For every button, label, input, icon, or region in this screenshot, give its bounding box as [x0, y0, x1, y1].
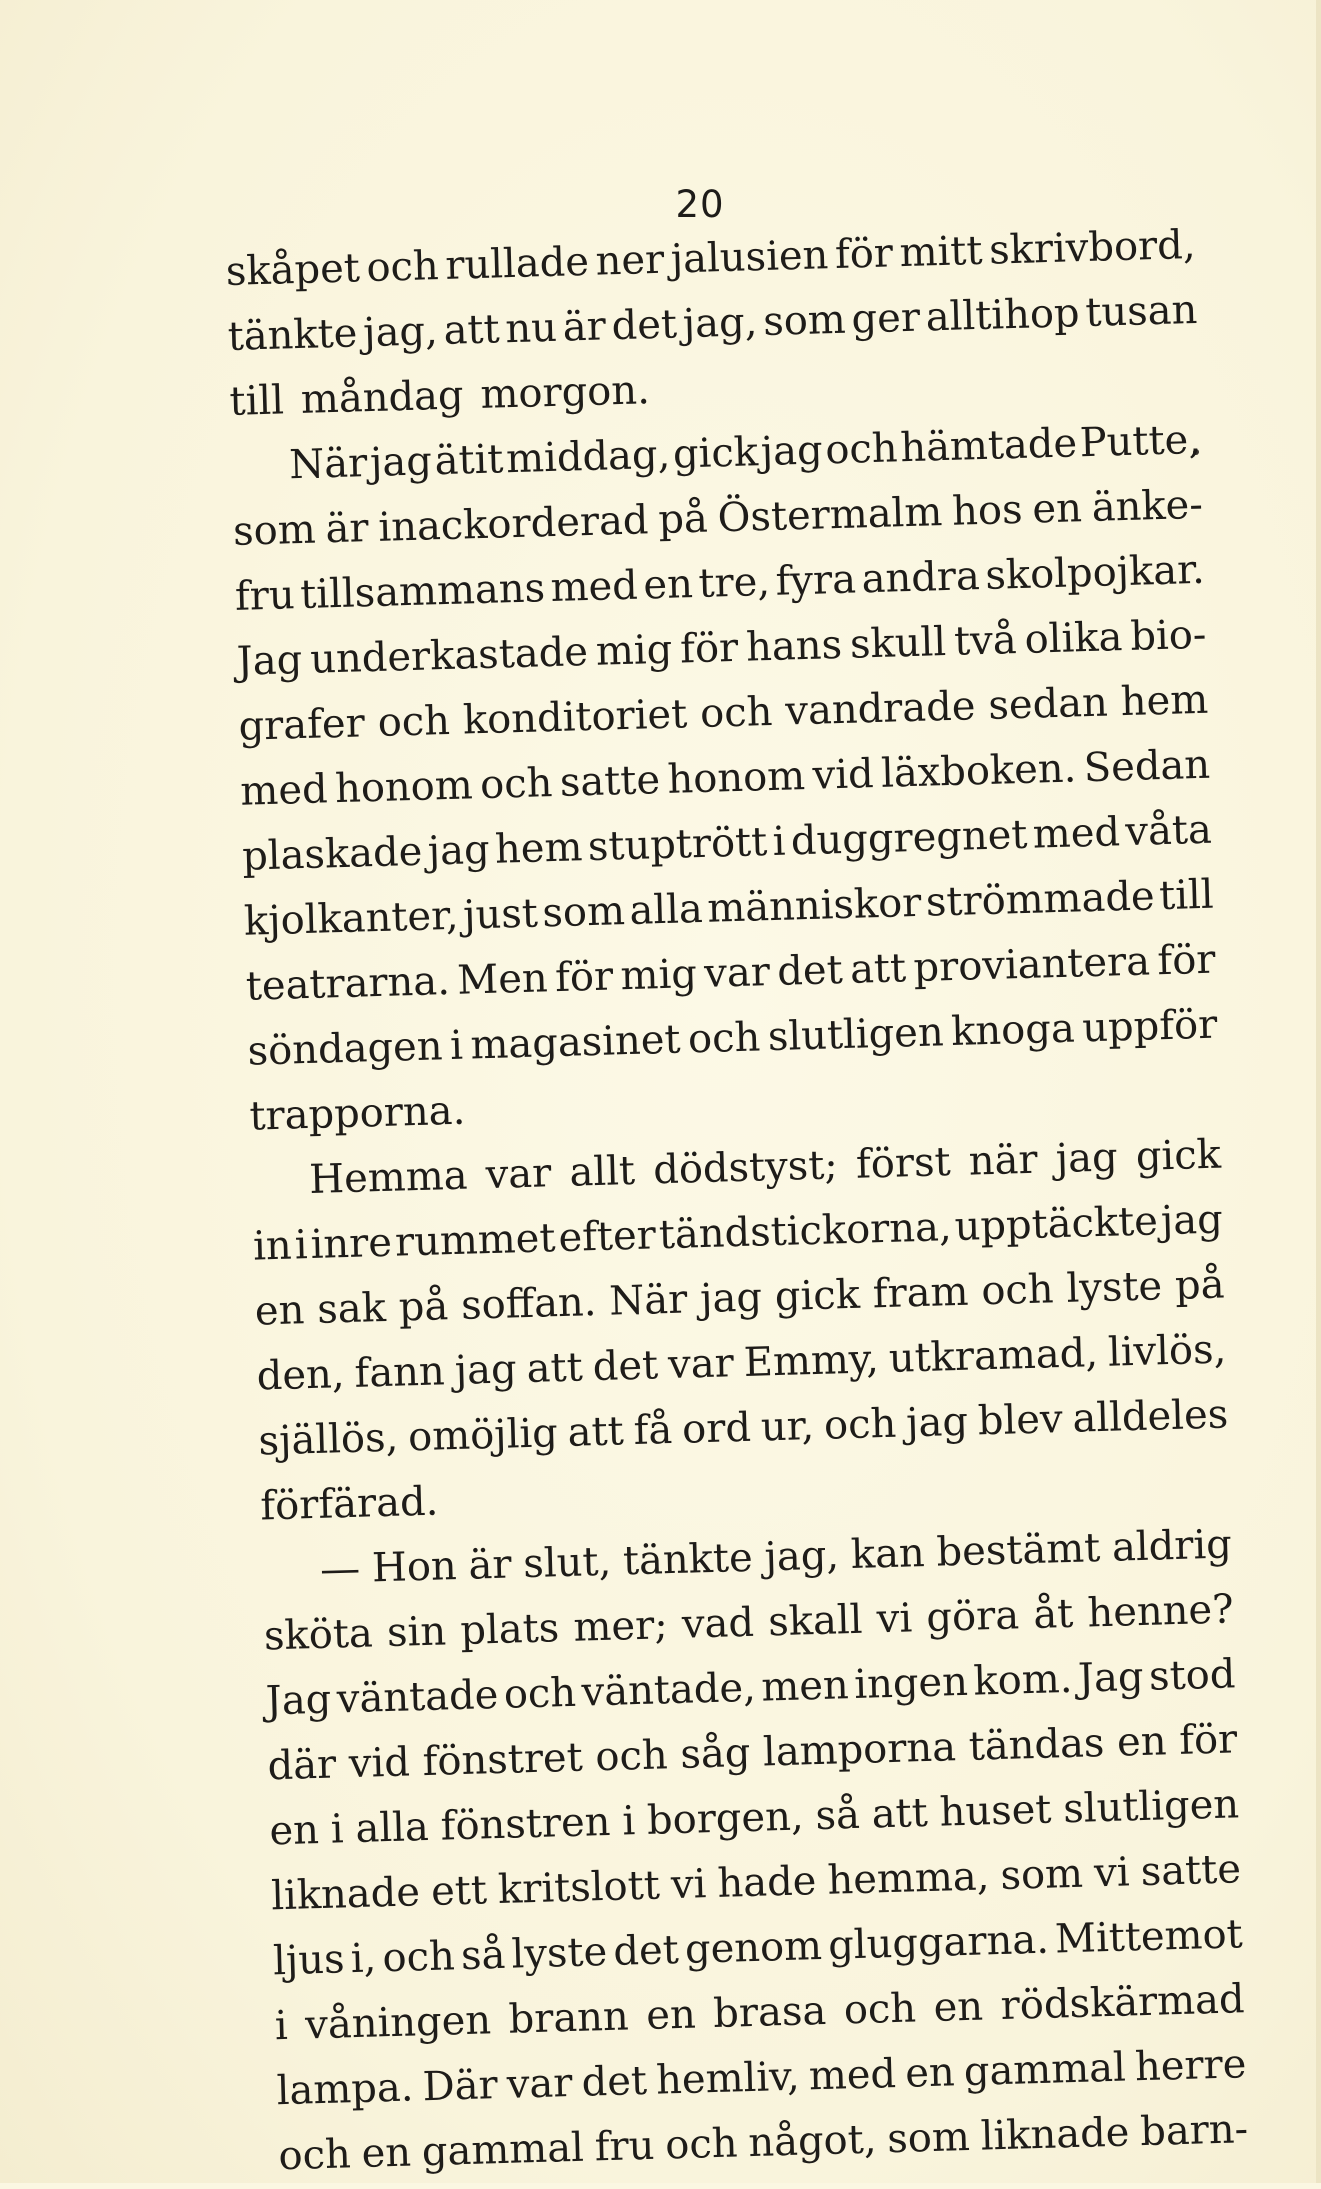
word: vad	[681, 1599, 755, 1648]
word: i	[294, 1222, 309, 1269]
word: ur,	[760, 1403, 815, 1451]
word: i,	[350, 1935, 377, 1983]
word: sak	[316, 1284, 387, 1333]
word: själlös,	[257, 1414, 399, 1465]
word: vi	[1093, 1849, 1131, 1897]
word: hem	[1120, 676, 1209, 726]
word: i	[772, 818, 787, 865]
word: med	[1032, 809, 1121, 858]
word: jag,	[682, 299, 758, 348]
word: på	[398, 1283, 449, 1331]
word: som	[999, 1850, 1084, 1899]
word: ljus	[272, 1936, 346, 1985]
word: Hemma	[308, 1152, 469, 1204]
word: en	[1031, 485, 1083, 533]
word: att	[871, 1790, 929, 1838]
word: en	[904, 2049, 956, 2097]
word: kjolkanter,	[243, 892, 460, 945]
word: slut,	[522, 1538, 612, 1588]
word: Emmy,	[743, 1336, 880, 1386]
word: hade	[716, 1858, 817, 1907]
word: nu	[504, 304, 558, 353]
word: väntade	[336, 1671, 499, 1723]
word: brann	[507, 1993, 630, 2043]
word: och	[365, 243, 440, 292]
word: fru	[234, 572, 296, 620]
word: uppför	[1081, 1001, 1218, 1052]
word: satte	[1140, 1846, 1242, 1896]
word: den,	[256, 1351, 346, 1400]
word: det	[610, 301, 678, 350]
word: jag	[760, 427, 824, 476]
word: änke-	[1091, 481, 1204, 531]
word: något,	[747, 2116, 878, 2167]
word: vandrade	[784, 683, 977, 735]
word: när	[968, 1136, 1039, 1185]
word: alldeles	[1071, 1391, 1229, 1442]
word: var	[703, 949, 771, 997]
word: och	[377, 697, 451, 746]
word: och	[479, 760, 554, 809]
word: Där	[421, 2062, 499, 2111]
word: i	[621, 1798, 636, 1845]
word: med	[239, 766, 329, 815]
word: så	[814, 1791, 861, 1840]
word: inre	[309, 1219, 393, 1268]
word: omöjlig	[407, 1410, 559, 1461]
word: liknade	[270, 1869, 421, 1920]
word: tillsammans	[299, 565, 546, 619]
word: Jag	[265, 1676, 332, 1725]
word: alla	[628, 885, 704, 934]
word: gluggarna.	[827, 1916, 1050, 1969]
word: jag	[1055, 1134, 1119, 1183]
word: grafer	[237, 700, 366, 750]
word: för	[1178, 1716, 1238, 1764]
word: som	[886, 2113, 971, 2163]
word: slutligen	[1062, 1781, 1240, 1833]
word: det	[592, 1342, 659, 1391]
word: Östermalm	[717, 489, 943, 542]
word: hem	[494, 824, 584, 873]
word: genom	[684, 1923, 823, 1973]
word: aldrig	[1111, 1521, 1233, 1571]
word: skall	[767, 1596, 864, 1646]
word: skull	[849, 619, 947, 668]
word: ger	[850, 294, 921, 343]
word: för	[679, 624, 739, 673]
word: bio-	[1129, 611, 1207, 660]
word: två	[953, 617, 1018, 665]
word: rummet	[394, 1215, 557, 1266]
word: barn-	[1139, 2106, 1249, 2156]
word: ätit	[433, 436, 505, 485]
word: vid	[811, 751, 875, 799]
word: lyste	[510, 1929, 608, 1978]
word: Sedan	[1083, 741, 1211, 792]
word: är	[467, 1541, 513, 1589]
word: var	[667, 1340, 735, 1389]
word: tänkte	[622, 1534, 754, 1585]
word: kritslott	[497, 1862, 661, 1914]
word: en	[268, 1807, 320, 1855]
word: vid	[348, 1739, 411, 1788]
word: på	[1174, 1261, 1226, 1309]
word: att	[849, 945, 907, 993]
word: hos	[951, 486, 1024, 535]
word: plats	[459, 1605, 560, 1654]
word: såg	[679, 1729, 751, 1778]
word: efter	[557, 1212, 657, 1262]
word: bestämt	[935, 1525, 1101, 1576]
word: en	[254, 1287, 305, 1335]
word: mitt	[898, 227, 984, 277]
word: våta	[1124, 806, 1213, 856]
word: och	[699, 688, 774, 737]
word: konditoriet	[462, 691, 688, 744]
word: för	[834, 230, 894, 278]
word: få	[632, 1406, 673, 1455]
word: är	[562, 303, 607, 351]
word: så	[460, 1931, 506, 1980]
word: plaskade	[241, 828, 423, 880]
word: tändstickorna,	[658, 1204, 953, 1259]
word: och	[843, 1985, 917, 2034]
word: hans	[745, 621, 843, 671]
word: jag	[905, 1398, 969, 1447]
word: kom.	[972, 1655, 1074, 1705]
word: sin	[386, 1608, 447, 1657]
word: jag	[1160, 1196, 1224, 1245]
word: i	[449, 1022, 464, 1070]
word: huset	[938, 1786, 1053, 1836]
word: men	[760, 1662, 850, 1711]
word: kan	[850, 1529, 926, 1579]
word: med	[549, 562, 639, 612]
word: mig	[595, 626, 673, 675]
word: jag	[427, 826, 491, 875]
word: var	[485, 1150, 552, 1199]
word: hemliv,	[655, 2053, 801, 2104]
word: jalusien	[670, 232, 829, 283]
word: mer;	[572, 1602, 669, 1651]
word: och	[503, 1669, 577, 1718]
word: upptäckte	[953, 1198, 1159, 1251]
word: Jag	[1077, 1653, 1145, 1702]
word: att	[567, 1408, 625, 1456]
word: är	[324, 505, 370, 553]
word: i	[274, 2002, 289, 2050]
word: förfärad.	[259, 1478, 439, 1530]
word: och	[277, 2131, 352, 2180]
word: satte	[559, 757, 661, 806]
word: väntade,	[581, 1664, 757, 1716]
word: tändas	[968, 1720, 1105, 1770]
word: teatrarna.	[245, 958, 451, 1010]
word: skåpet	[225, 245, 361, 295]
word: strömmade	[925, 873, 1156, 926]
word: borgen,	[646, 1793, 805, 1844]
word: människor	[706, 879, 922, 932]
word: var	[506, 2060, 574, 2108]
word: måndag	[300, 372, 465, 423]
word: hämtade	[899, 420, 1078, 472]
word: magasinet	[469, 1016, 682, 1069]
word: skrivbord,	[988, 221, 1197, 274]
word: allt	[568, 1147, 636, 1196]
word: dödstyst;	[652, 1142, 839, 1194]
word: göra	[925, 1592, 1020, 1641]
page-number: 20	[675, 183, 725, 226]
word: alla	[354, 1803, 430, 1852]
word: När	[608, 1276, 688, 1325]
word: just	[462, 890, 539, 939]
word: knoga	[950, 1005, 1076, 1056]
word: gick	[774, 1271, 861, 1321]
word: en	[1116, 1718, 1168, 1766]
word: brasa	[712, 1987, 827, 2038]
word: med	[808, 2050, 897, 2100]
word: inackorderad	[377, 497, 650, 551]
word: det	[580, 2057, 648, 2106]
word: och	[823, 1400, 897, 1449]
word: sköta	[263, 1610, 374, 1660]
word: skolpojkar.	[984, 546, 1206, 599]
word: fyra	[775, 556, 857, 605]
word: jag	[699, 1274, 763, 1323]
word: åt	[1032, 1590, 1074, 1638]
word: en	[933, 1983, 984, 2031]
word: utkramad,	[888, 1330, 1099, 1382]
word: Hon	[371, 1543, 458, 1592]
word: lyste	[1065, 1263, 1163, 1312]
word: gammal	[963, 2044, 1127, 2096]
word: våningen	[304, 1997, 492, 2049]
word: ner	[594, 236, 665, 285]
word: och	[687, 1014, 761, 1063]
word: gammal	[421, 2124, 585, 2176]
word: jag	[369, 438, 433, 487]
word: soffan.	[460, 1279, 598, 1329]
word: middag,	[505, 431, 671, 483]
word: en	[642, 561, 694, 609]
word: alltihop	[925, 290, 1081, 341]
word: som	[232, 506, 317, 555]
word: läxboken.	[880, 745, 1077, 797]
word: ett	[430, 1867, 488, 1915]
word: på	[657, 495, 709, 544]
word: vi	[670, 1861, 707, 1909]
word: fru	[594, 2122, 656, 2171]
word: det	[612, 1927, 680, 1975]
word: jag,	[362, 308, 439, 357]
word: morgon.	[479, 367, 651, 418]
word: vi	[876, 1595, 913, 1643]
word: hemma,	[826, 1853, 990, 1904]
word: olika	[1023, 614, 1123, 663]
word: en	[645, 1991, 697, 2039]
word: honom	[666, 753, 806, 803]
word: rullade	[444, 238, 590, 289]
word: till	[228, 377, 285, 425]
word: gick	[672, 429, 759, 478]
word: lamporna	[762, 1724, 957, 1776]
word: mig	[619, 951, 698, 1000]
word: för	[1156, 936, 1217, 985]
word: Men	[456, 955, 549, 1004]
page-edge	[1316, 0, 1321, 2183]
word: där	[266, 1741, 337, 1790]
word: tänkte	[227, 310, 358, 360]
word: andra	[860, 553, 981, 603]
word: söndagen	[247, 1023, 444, 1075]
word: underkastade	[309, 629, 589, 683]
word: sedan	[987, 679, 1109, 729]
word: fönstren	[440, 1798, 612, 1850]
word: slutligen	[767, 1009, 945, 1061]
word: ingen	[853, 1658, 969, 1708]
word: När	[288, 440, 368, 489]
word: Putte,	[1079, 416, 1202, 467]
word: tre,	[697, 558, 771, 607]
word: rödskärmad	[1000, 1976, 1246, 2030]
word: honom	[334, 762, 474, 813]
word: det	[776, 947, 844, 995]
word: gick	[1135, 1131, 1222, 1180]
word: och	[824, 425, 899, 474]
word: herre	[1134, 2041, 1247, 2091]
word: stuptrött	[587, 819, 768, 871]
word: fann	[353, 1348, 446, 1397]
word: lampa.	[276, 2064, 415, 2115]
word: livlös,	[1107, 1326, 1227, 1376]
word: stod	[1148, 1651, 1236, 1700]
word: liknade	[980, 2109, 1131, 2160]
word: henne?	[1086, 1586, 1235, 1637]
word: duggregnet	[790, 811, 1028, 865]
word: in	[252, 1222, 293, 1270]
word: tusan	[1084, 286, 1198, 336]
word: fönstret	[421, 1734, 584, 1786]
word: och	[381, 1933, 456, 1982]
word: till	[1158, 871, 1215, 920]
word: proviantera	[912, 938, 1151, 992]
word: som	[541, 888, 626, 937]
word: och	[980, 1266, 1055, 1315]
word: och	[594, 1732, 669, 1781]
body-text	[225, 213, 1249, 2189]
word: jag	[454, 1346, 518, 1395]
word: en	[360, 2129, 412, 2177]
word: ord	[681, 1404, 752, 1453]
word: och	[664, 2120, 739, 2169]
word: blev	[977, 1396, 1064, 1445]
word: —	[319, 1545, 361, 1593]
word: trapporna.	[248, 1087, 466, 1140]
word: att	[526, 1344, 584, 1393]
word: först	[855, 1139, 952, 1188]
word: jag,	[763, 1532, 840, 1581]
word: fram	[872, 1268, 970, 1318]
word: som	[762, 296, 847, 345]
word: att	[442, 306, 501, 354]
word: för	[554, 953, 614, 1002]
word: Mittemot	[1054, 1911, 1244, 1963]
word: Jag	[236, 637, 303, 685]
word: i	[330, 1806, 345, 1853]
